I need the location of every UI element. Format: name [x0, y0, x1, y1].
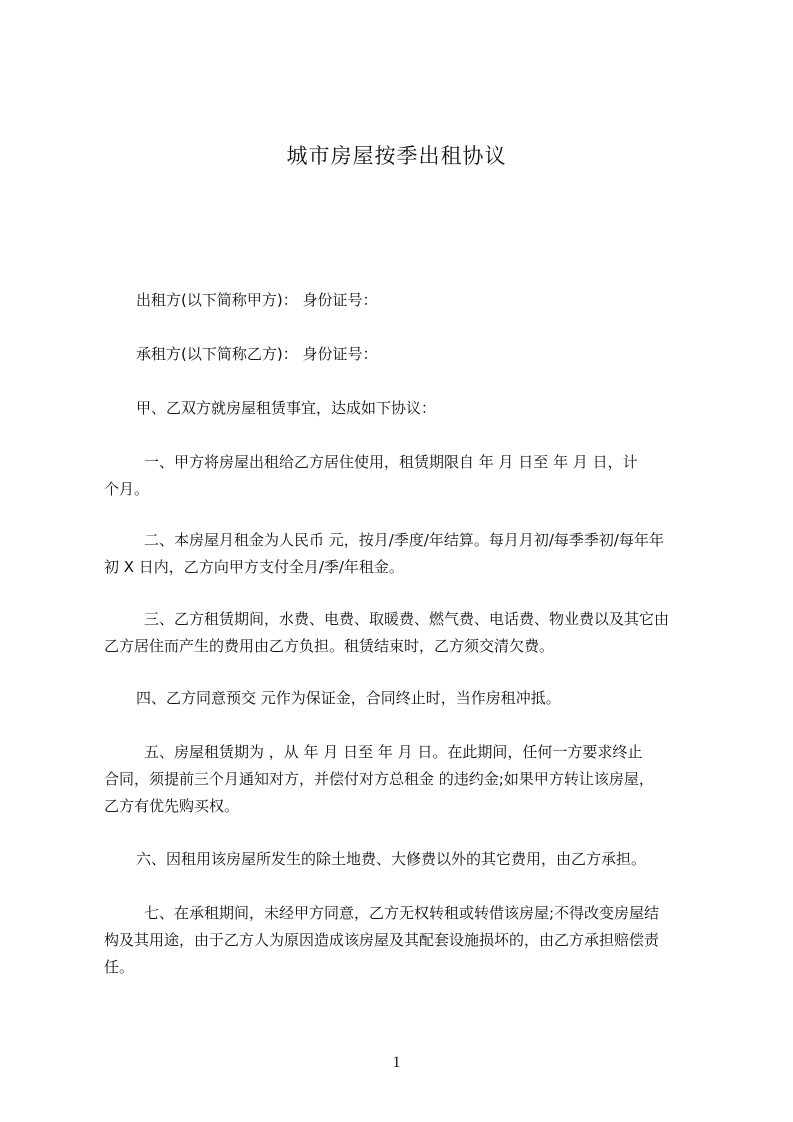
clause-1-line-1: 一、甲方将房屋出租给乙方居住使用，租赁期限自 年 月 日至 年 月 日，计: [144, 453, 638, 471]
clause-5-line-2: 合同，须提前三个月通知对方，并偿付对方总租金 的违约金;如果甲方转让该房屋，: [104, 770, 654, 788]
clause-1: [104, 449, 714, 503]
clause-7-line-3: 任。: [104, 958, 135, 976]
clause-3-line-1: 三、乙方租赁期间，水费、电费、取暖费、燃气费、电话费、物业费以及其它由: [144, 610, 670, 628]
lessee-text: 承租方(以下简称乙方)： 身份证号：: [136, 345, 378, 363]
clause-1-line-2: 个月。: [104, 480, 150, 498]
clause-3-line-2: 乙方居住而产生的费用由乙方负担。租赁结束时，乙方须交清欠费。: [104, 637, 555, 655]
lessor-text: 出租方(以下简称甲方)： 身份证号：: [136, 291, 378, 309]
agreement-intro-text: 甲、乙双方就房屋租赁事宜，达成如下协议：: [136, 399, 437, 417]
clause-5: [104, 739, 714, 820]
clause-7: [104, 900, 714, 981]
clause-3: [104, 606, 714, 660]
clause-2-line-2: 初 X 日内，乙方向甲方支付全月/季/年租金。: [104, 558, 404, 576]
clause-2: [104, 527, 714, 581]
clause-7-line-1: 七、在承租期间，未经甲方同意，乙方无权转租或转借该房屋;不得改变房屋结: [144, 904, 660, 922]
clause-6-line-1: 六、因租用该房屋所发生的除土地费、大修费以外的其它费用，由乙方承担。: [136, 850, 647, 868]
lessee-line: [104, 341, 714, 368]
clause-6: [104, 846, 714, 873]
clause-5-line-3: 乙方有优先购买权。: [104, 797, 240, 815]
page-number: 1: [392, 1054, 401, 1071]
clause-7-line-2: 构及其用途，由于乙方人为原因造成该房屋及其配套设施损坏的，由乙方承担赔偿责: [104, 931, 660, 949]
clause-4-line-1: 四、乙方同意预交 元作为保证金，合同终止时，当作房租冲抵。: [136, 689, 561, 707]
clause-4: [104, 685, 714, 712]
agreement-intro: [104, 395, 714, 422]
document-title: 城市房屋按季出租协议: [286, 144, 507, 168]
clause-5-line-1: 五、房屋租赁期为 ，从 年 月 日至 年 月 日。在此期间，任何一方要求终止: [144, 743, 643, 761]
lessor-line: [104, 287, 714, 314]
clause-2-line-1: 二、本房屋月租金为人民币 元，按月/季度/年结算。每月月初/每季季初/每年年: [144, 531, 664, 549]
